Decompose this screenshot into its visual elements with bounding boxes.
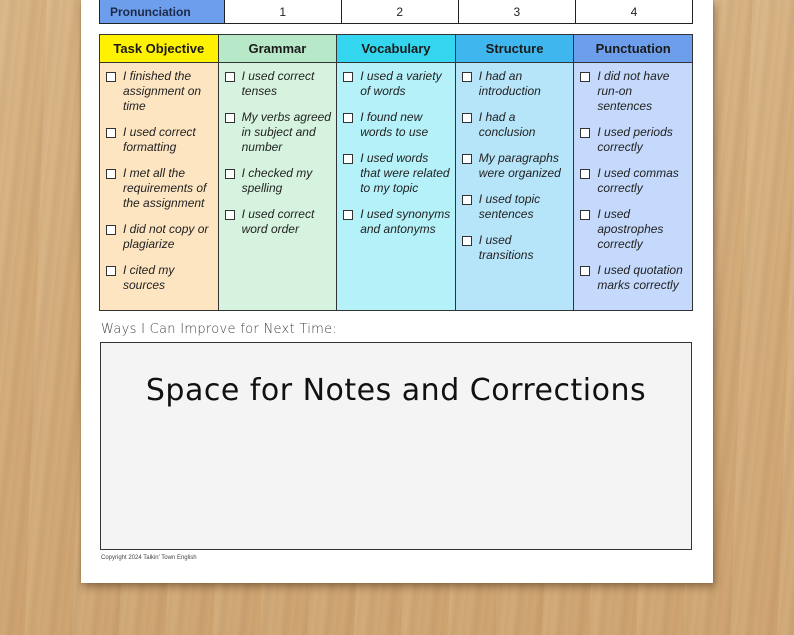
checkbox[interactable] (580, 210, 590, 220)
checkbox[interactable] (343, 113, 353, 123)
column-header: Grammar (219, 35, 337, 63)
checkbox[interactable] (343, 210, 353, 220)
checkbox[interactable] (106, 128, 116, 138)
rubric-column-grammar (218, 35, 337, 310)
checkbox[interactable] (462, 113, 472, 123)
rubric-column-task-objective (100, 35, 218, 310)
score-cell-4: 4 (575, 0, 692, 23)
checkbox[interactable] (106, 225, 116, 235)
column-checklist (100, 63, 218, 310)
column-checklist (219, 63, 337, 310)
checklist-item-text: I finished the assignment on time (123, 69, 202, 113)
checklist-item-text: I checked my spelling (241, 166, 313, 195)
checklist-item (106, 263, 214, 293)
checkbox[interactable] (343, 72, 353, 82)
checkbox[interactable] (343, 154, 353, 164)
checklist-item-text: I did not have run-on sentences (597, 69, 670, 113)
column-checklist (456, 63, 574, 310)
checkbox[interactable] (225, 113, 235, 123)
checklist-item-text: I used correct word order (241, 207, 315, 236)
checklist-item (106, 222, 214, 252)
checklist-item-text: I had an introduction (478, 69, 541, 98)
rubric-column-vocabulary (336, 35, 455, 310)
checklist-item (225, 69, 333, 99)
checkbox[interactable] (225, 72, 235, 82)
column-header: Structure (456, 35, 574, 63)
checklist-item (343, 151, 451, 196)
checklist-item-text: I used commas correctly (597, 166, 679, 195)
checklist-item (343, 69, 451, 99)
self-check-rubric (99, 34, 693, 311)
checklist-item (225, 110, 333, 155)
checklist-item (343, 207, 451, 237)
checklist-item-text: I had a conclusion (478, 110, 536, 139)
column-checklist (337, 63, 455, 310)
score-cell-3: 3 (458, 0, 575, 23)
checklist-item-text: I used words that were related to my topic (360, 151, 450, 195)
checklist-item (462, 151, 570, 181)
checklist-item-text: My verbs agreed in subject and number (241, 110, 331, 154)
checklist-item (462, 110, 570, 140)
checklist-item-text: I used correct formatting (123, 125, 196, 154)
checklist-item (580, 69, 688, 114)
checklist-item-text: I cited my sources (123, 263, 175, 292)
checkbox[interactable] (225, 210, 235, 220)
checkbox[interactable] (106, 72, 116, 82)
checkbox[interactable] (580, 266, 590, 276)
score-cell-1: 1 (224, 0, 341, 23)
checklist-item (580, 263, 688, 293)
worksheet-page (81, 0, 713, 583)
checkbox[interactable] (462, 72, 472, 82)
checklist-item-text: I used correct tenses (241, 69, 315, 98)
column-header: Task Objective (100, 35, 218, 63)
column-header: Vocabulary (337, 35, 455, 63)
checklist-item (462, 233, 570, 263)
checklist-item-text: I did not copy or plagiarize (123, 222, 209, 251)
checkbox[interactable] (106, 266, 116, 276)
checkbox[interactable] (580, 169, 590, 179)
notes-box[interactable] (100, 342, 692, 550)
checkbox[interactable] (580, 128, 590, 138)
checklist-item-text: I used quotation marks correctly (597, 263, 683, 292)
rubric-column-structure (455, 35, 574, 310)
checkbox[interactable] (462, 195, 472, 205)
rubric-column-punctuation (573, 35, 692, 310)
copyright-text: Copyright 2024 Talkin' Town English (101, 555, 197, 561)
column-checklist (574, 63, 692, 310)
checklist-item (580, 125, 688, 155)
checklist-item (106, 69, 214, 114)
improve-label: Ways I Can Improve for Next Time: (101, 322, 338, 337)
checklist-item (580, 166, 688, 196)
checkbox[interactable] (106, 169, 116, 179)
checklist-item (225, 166, 333, 196)
checklist-item (462, 69, 570, 99)
checklist-item-text: I used periods correctly (597, 125, 673, 154)
checklist-item-text: I met all the requirements of the assignment (123, 166, 207, 210)
checklist-item (343, 110, 451, 140)
checkbox[interactable] (462, 236, 472, 246)
checklist-item-text: I used synonyms and antonyms (360, 207, 451, 236)
checklist-item-text: I used transitions (478, 233, 534, 262)
checklist-item (462, 192, 570, 222)
checklist-item-text: My paragraphs were organized (478, 151, 561, 180)
checklist-item (225, 207, 333, 237)
column-header: Punctuation (574, 35, 692, 63)
checklist-item-text: I used apostrophes correctly (597, 207, 664, 251)
score-cell-2: 2 (341, 0, 458, 23)
checkbox[interactable] (580, 72, 590, 82)
checkbox[interactable] (462, 154, 472, 164)
notes-placeholder-text: Space for Notes and Corrections (145, 373, 647, 408)
checklist-item-text: I used topic sentences (478, 192, 541, 221)
pronunciation-label: Pronunciation (100, 0, 224, 23)
checkbox[interactable] (225, 169, 235, 179)
checklist-item (106, 125, 214, 155)
checklist-item (580, 207, 688, 252)
checklist-item-text: I found new words to use (360, 110, 429, 139)
checklist-item-text: I used a variety of words (360, 69, 442, 98)
pronunciation-row (99, 0, 693, 24)
checklist-item (106, 166, 214, 211)
